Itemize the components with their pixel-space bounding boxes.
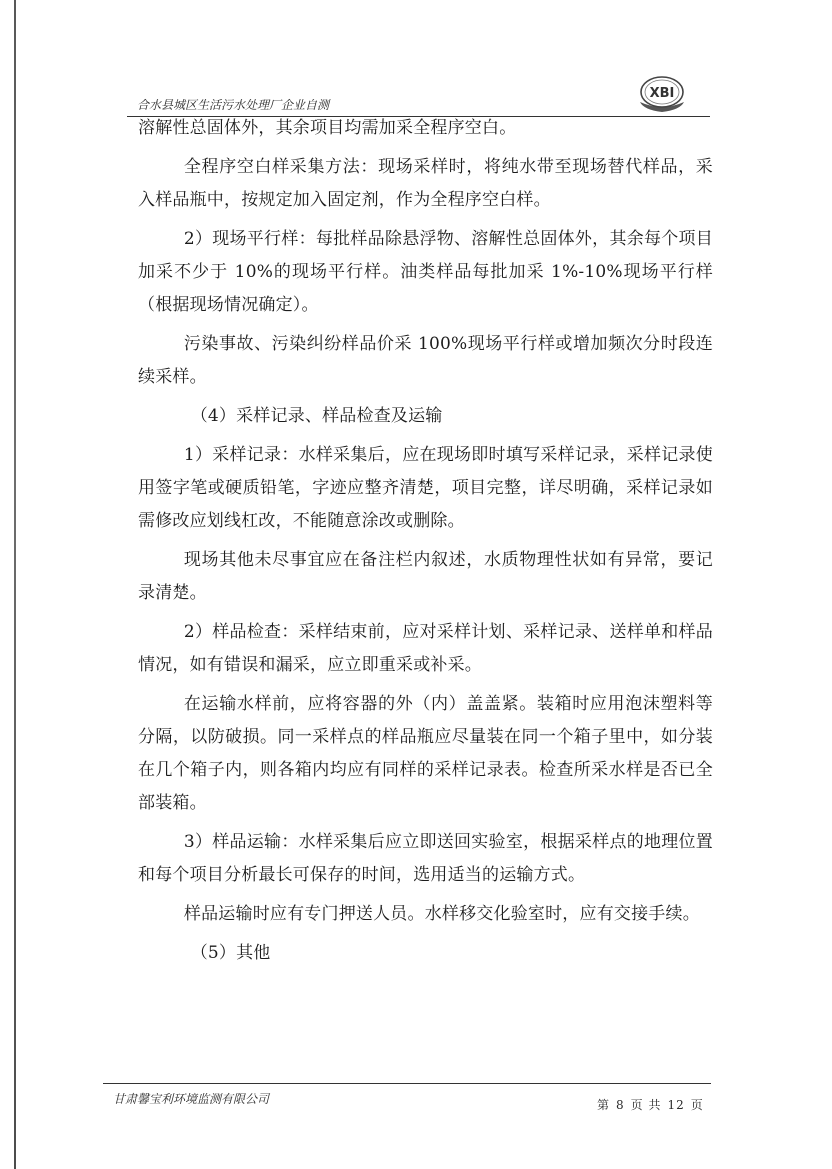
paragraph-pollution-incident: 污染事故、污染纠纷样品价采 100%现场平行样或增加频次分时段连续采样。 bbox=[138, 334, 713, 387]
paragraph-handover: 样品运输时应有专门押送人员。水样移交化验室时，应有交接手续。 bbox=[183, 904, 700, 924]
paragraph-continuation: 溶解性总固体外，其余项目均需加采全程序空白。 bbox=[138, 118, 517, 138]
paragraph-remarks: 现场其他未尽事宜应在备注栏内叙述，水质物理性状如有异常，要记录清楚。 bbox=[138, 550, 713, 603]
paragraph-sampling-record: 1）采样记录：水样采集后，应在现场即时填写采样记录，采样记录使用签字笔或硬质铅笔，字迹应整齐清楚，项目完整，详尽明确，采样记录如需修改应划线杠改，不能随意涂改或删除。 bbox=[138, 445, 713, 531]
page-total: 12 bbox=[667, 1098, 685, 1112]
company-logo-icon bbox=[634, 72, 690, 114]
document-body bbox=[138, 112, 713, 976]
section-heading-other: （5）其他 bbox=[190, 943, 271, 963]
section-heading-sampling-record: （4）采样记录、样品检查及运输 bbox=[190, 406, 443, 426]
paragraph-field-parallel-sample: 2）现场平行样：每批样品除悬浮物、溶解性总固体外，其余每个项目加采不少于 10%的现场平行样。油类样品每批加采 1%-10%现场平行样（根据现场情况确定）。 bbox=[138, 229, 713, 315]
footer-company: 甘肃馨宝利环境监测有限公司 bbox=[113, 1092, 270, 1106]
page-current: 8 bbox=[616, 1098, 625, 1112]
scan-edge bbox=[14, 0, 16, 1169]
header-title: 合水县城区生活污水处理厂企业自测 bbox=[137, 98, 330, 112]
paragraph-sample-inspection: 2）样品检查：采样结束前，应对采样计划、采样记录、送样单和样品情况，如有错误和漏采，应立即重采或补采。 bbox=[138, 622, 713, 675]
logo-text: XBI bbox=[649, 86, 675, 101]
paragraph-sample-transport: 3）样品运输：水样采集后应立即送回实验室，根据采样点的地理位置和每个项目分析最长可保存的时间，选用适当的运输方式。 bbox=[138, 832, 713, 885]
page-label-mid: 页 共 bbox=[630, 1098, 662, 1112]
paragraph-packing: 在运输水样前，应将容器的外（内）盖盖紧。装箱时应用泡沫塑料等分隔，以防破损。同一采样点的样品瓶应尽量装在同一个箱子里中，如分装在几个箱子内，则各箱内均应有同样的采样记录表。检查所采水样是否已全部装箱。 bbox=[138, 694, 713, 813]
page-number bbox=[594, 1096, 707, 1113]
footer-rule bbox=[103, 1083, 711, 1084]
page-label-suffix: 页 bbox=[690, 1098, 704, 1112]
page-label-prefix: 第 bbox=[597, 1098, 611, 1112]
paragraph-blank-sample-method: 全程序空白样采集方法：现场采样时，将纯水带至现场替代样品，采入样品瓶中，按规定加入固定剂，作为全程序空白样。 bbox=[138, 157, 713, 210]
